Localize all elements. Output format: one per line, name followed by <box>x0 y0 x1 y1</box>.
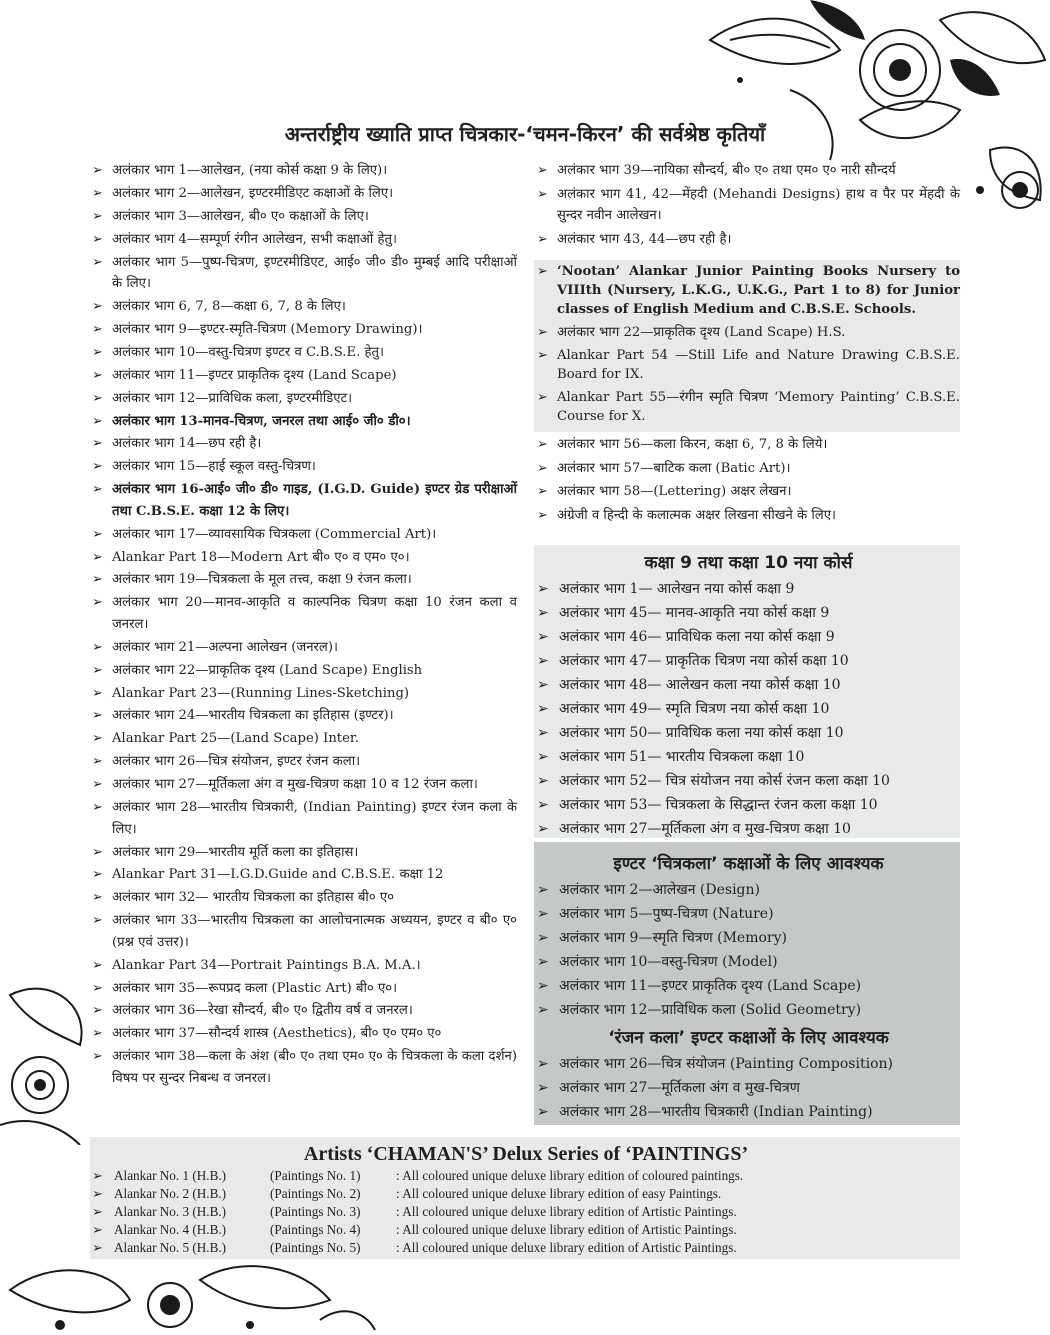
arrow-bullet-icon: ➢ <box>537 390 548 405</box>
list-item-text: अलंकार भाग 1—आलेखन, (नया कोर्स कक्षा 9 के लिए)। <box>112 163 388 178</box>
arrow-bullet-icon: ➢ <box>92 459 103 475</box>
list-item-text: अलंकार भाग 27—मूर्तिकला अंग व मुख-चित्रण कक्षा 10 व 12 रंजन कला। <box>112 777 478 793</box>
arrow-bullet-icon: ➢ <box>92 482 103 498</box>
arrow-bullet-icon: ➢ <box>537 605 549 621</box>
arrow-bullet-icon: ➢ <box>92 1222 104 1237</box>
list-item-text: अलंकार भाग 56—कला किरन, कक्षा 6, 7, 8 के लिये। <box>557 437 828 452</box>
arrow-bullet-icon: ➢ <box>537 629 549 645</box>
list-item-text: अलंकार भाग 22—प्राकृतिक दृश्य (Land Scape) H.S. <box>557 325 846 340</box>
deluxe-desc: : All coloured unique deluxe library edition of Artistic Paintings. <box>396 1240 737 1255</box>
list-item <box>537 817 960 841</box>
list-item-text: अलंकार भाग 29—भारतीय मूर्ति कला का इतिहास। <box>112 844 359 860</box>
arrow-bullet-icon: ➢ <box>537 653 549 669</box>
floral-ornament-bottom-left-icon <box>0 975 100 1145</box>
arrow-bullet-icon: ➢ <box>537 882 549 898</box>
arrow-bullet-icon: ➢ <box>92 1186 104 1201</box>
arrow-bullet-icon: ➢ <box>92 662 103 678</box>
deluxe-row <box>92 1221 960 1239</box>
list-item <box>92 705 517 727</box>
deluxe-paint: (Paintings No. 2) <box>270 1186 361 1201</box>
arrow-bullet-icon: ➢ <box>92 299 103 315</box>
arrow-bullet-icon: ➢ <box>537 954 549 970</box>
arrow-bullet-icon: ➢ <box>537 264 548 279</box>
list-item-text: अलंकार भाग 39—नायिका सौन्दर्य, बी० ए० तथा एम० ए० नारी सौन्दर्य <box>557 163 896 178</box>
arrow-bullet-icon: ➢ <box>92 708 103 724</box>
list-item <box>537 1052 960 1076</box>
list-item-text: अलंकार भाग 10—वस्तु-चित्रण (Model) <box>559 954 778 970</box>
list-item <box>92 456 517 478</box>
list-item <box>92 592 517 635</box>
list-item <box>537 793 960 817</box>
list-item <box>92 479 517 522</box>
left-book-list <box>92 160 517 1091</box>
arrow-bullet-icon: ➢ <box>92 731 103 747</box>
list-item-text: अलंकार भाग 28—भारतीय चित्रकारी, (Indian Painting) इण्टर रंजन कला के लिए। <box>112 800 517 837</box>
class-9-10-heading: कक्षा 9 तथा कक्षा 10 नया कोर्स <box>644 553 853 573</box>
arrow-bullet-icon: ➢ <box>92 572 103 588</box>
list-item-text: अलंकार भाग 5—पुष्प-चित्रण (Nature) <box>559 906 774 922</box>
arrow-bullet-icon: ➢ <box>92 344 103 360</box>
list-item-text: अलंकार भाग 4—सम्पूर्ण रंगीन आलेखन, सभी कक्षाओं हेतु। <box>112 231 397 247</box>
list-item <box>92 569 517 591</box>
list-item <box>92 1000 517 1022</box>
arrow-bullet-icon: ➢ <box>537 797 549 813</box>
list-item <box>537 229 960 251</box>
arrow-bullet-icon: ➢ <box>92 185 103 201</box>
list-item <box>537 1076 960 1100</box>
list-item <box>537 262 960 319</box>
list-item <box>537 926 960 950</box>
list-item-text: अलंकार भाग 52— चित्र संयोजन नया कोर्स रंजन कला कक्षा 10 <box>559 773 890 789</box>
list-item <box>537 481 960 503</box>
deluxe-row <box>92 1167 960 1185</box>
deluxe-heading: Artists ‘CHAMAN'S’ Delux Series of ‘PAINTINGS’ <box>303 1143 749 1165</box>
list-item <box>92 365 517 387</box>
list-item <box>537 458 960 480</box>
list-item-text: अलंकार भाग 53— चित्रकला के सिद्धान्त रंजन कला कक्षा 10 <box>559 797 878 813</box>
arrow-bullet-icon: ➢ <box>537 930 549 946</box>
list-item-text: ‘Nootan’ Alankar Junior Painting Books Nursery to VIIIth (Nursery, L.K.G., U.K.G., Part 1 to 8) for Junior classes of English Medium and C.B.S.E. Schools. <box>557 264 960 317</box>
list-item-text: Alankar Part 18—Modern Art बी० ए० व एम० ए०। <box>112 549 410 565</box>
arrow-bullet-icon: ➢ <box>92 800 103 816</box>
list-item <box>92 910 517 953</box>
list-item <box>537 974 960 998</box>
page-title: अन्तर्राष्ट्रीय ख्याति प्राप्त चित्रकार-‘चमन-किरन’ की सर्वश्रेष्ठ कृतियाँ <box>284 122 766 146</box>
list-item <box>537 434 960 456</box>
list-item <box>537 160 960 182</box>
arrow-bullet-icon: ➢ <box>92 1003 103 1019</box>
list-item <box>537 184 960 227</box>
list-item-text: अलंकार भाग 32— भारतीय चित्रकला का इतिहास बी० ए० <box>112 890 395 906</box>
list-item <box>537 649 960 673</box>
list-item-text: अलंकार भाग 35—रूपप्रद कला (Plastic Art) बी० ए०। <box>112 980 398 996</box>
list-item <box>537 950 960 974</box>
deluxe-paint: (Paintings No. 1) <box>270 1168 361 1183</box>
arrow-bullet-icon: ➢ <box>92 1204 104 1219</box>
arrow-bullet-icon: ➢ <box>537 773 549 789</box>
list-item <box>92 683 517 705</box>
list-item <box>537 1100 960 1124</box>
list-item <box>92 887 517 909</box>
list-item <box>92 411 517 433</box>
arrow-bullet-icon: ➢ <box>92 595 103 611</box>
deluxe-desc: : All coloured unique deluxe library edition of coloured paintings. <box>396 1168 744 1183</box>
list-item <box>537 601 960 625</box>
list-item-text: अलंकार भाग 5—पुष्प-चित्रण, इण्टरमीडिएट, आई० जी० डी० मुम्बई आदि परीक्षाओं के लिए। <box>112 254 517 292</box>
list-item-text: अलंकार भाग 50— प्राविधिक कला नया कोर्स कक्षा 10 <box>559 725 844 741</box>
arrow-bullet-icon: ➢ <box>537 231 548 247</box>
arrow-bullet-icon: ➢ <box>92 390 103 406</box>
arrow-bullet-icon: ➢ <box>537 701 549 717</box>
deluxe-name: Alankar No. 3 (H.B.) <box>114 1204 227 1219</box>
list-item-text: अलंकार भाग 19—चित्रकला के मूल तत्त्व, कक्षा 9 रंजन कला। <box>112 572 412 588</box>
arrow-bullet-icon: ➢ <box>92 777 103 793</box>
list-item-text: अलंकार भाग 9—स्मृति चित्रण (Memory) <box>559 930 787 946</box>
list-item-text: अलंकार भाग 12—प्राविधिक कला (Solid Geometry) <box>559 1002 862 1018</box>
arrow-bullet-icon: ➢ <box>92 1026 103 1042</box>
list-item <box>537 902 960 926</box>
list-item <box>92 524 517 546</box>
list-item-text: अलंकार भाग 58—(Lettering) अक्षर लेखन। <box>557 484 792 500</box>
deluxe-paint: (Paintings No. 5) <box>270 1240 361 1255</box>
arrow-bullet-icon: ➢ <box>537 725 549 741</box>
arrow-bullet-icon: ➢ <box>92 844 103 860</box>
list-item-text: Alankar Part 31—I.G.D.Guide and C.B.S.E. कक्षा 12 <box>112 867 444 883</box>
class-9-10-section <box>534 545 960 838</box>
arrow-bullet-icon: ➢ <box>92 890 103 906</box>
arrow-bullet-icon: ➢ <box>537 1104 549 1120</box>
list-item <box>537 878 960 902</box>
ranjan-kala-heading: ‘रंजन कला’ इण्टर कक्षाओं के लिए आवश्यक <box>608 1028 889 1048</box>
arrow-bullet-icon: ➢ <box>92 913 103 929</box>
list-item-text: अलंकार भाग 27—मूर्तिकला अंग व मुख-चित्रण <box>559 1080 800 1096</box>
list-item-text: अलंकार भाग 45— मानव-आकृति नया कोर्स कक्षा 9 <box>559 605 830 621</box>
list-item-text: अलंकार भाग 26—चित्र संयोजन, इण्टर रंजन कला। <box>112 754 361 770</box>
list-item-text: अलंकार भाग 11—इण्टर प्राकृतिक दृश्य (Land Scape) <box>112 367 397 383</box>
deluxe-row <box>92 1185 960 1203</box>
list-item <box>92 797 517 840</box>
floral-ornament-bottom-icon <box>0 1250 380 1335</box>
arrow-bullet-icon: ➢ <box>92 754 103 770</box>
list-item <box>537 388 960 426</box>
arrow-bullet-icon: ➢ <box>92 867 103 883</box>
arrow-bullet-icon: ➢ <box>92 1049 103 1065</box>
list-item <box>92 229 517 251</box>
list-item <box>92 433 517 455</box>
list-item <box>537 323 960 342</box>
arrow-bullet-icon: ➢ <box>537 1080 549 1096</box>
arrow-bullet-icon: ➢ <box>92 639 103 655</box>
arrow-bullet-icon: ➢ <box>537 507 548 523</box>
list-item <box>537 697 960 721</box>
list-item-text: अलंकार भाग 43, 44—छप रही है। <box>557 231 732 247</box>
arrow-bullet-icon: ➢ <box>92 413 103 429</box>
list-item <box>537 577 960 601</box>
arrow-bullet-icon: ➢ <box>537 186 548 202</box>
deluxe-paint: (Paintings No. 3) <box>270 1204 361 1219</box>
list-item <box>92 955 517 977</box>
list-item-text: अलंकार भाग 27—मूर्तिकला अंग व मुख-चित्रण कक्षा 10 <box>559 821 851 837</box>
list-item <box>92 728 517 750</box>
inter-section <box>534 842 960 1125</box>
list-item-text: अलंकार भाग 16-आई० जी० डी० गाइड, (I.G.D. Guide) इण्टर ग्रेड परीक्षाओं तथा C.B.S.E. कक्षा 12 के लिए। <box>112 482 517 519</box>
arrow-bullet-icon: ➢ <box>537 484 548 500</box>
list-item <box>537 625 960 649</box>
deluxe-row <box>92 1239 960 1257</box>
list-item <box>92 842 517 864</box>
list-item <box>537 673 960 697</box>
list-item-text: अलंकार भाग 47— प्राकृतिक चित्रण नया कोर्स कक्षा 10 <box>559 653 849 669</box>
deluxe-row <box>92 1203 960 1221</box>
list-item-text: अलंकार भाग 2—आलेखन, इण्टरमीडिएट कक्षाओं के लिए। <box>112 185 394 201</box>
arrow-bullet-icon: ➢ <box>537 460 548 476</box>
list-item-text: अंग्रेजी व हिन्दी के कलात्मक अक्षर लिखना सीखने के लिए। <box>557 507 837 523</box>
list-item-text: अलंकार भाग 11—इण्टर प्राकृतिक दृश्य (Land Scape) <box>559 978 862 994</box>
list-item-text: अलंकार भाग 14—छप रही है। <box>112 436 262 452</box>
arrow-bullet-icon: ➢ <box>537 163 548 178</box>
list-item <box>92 183 517 205</box>
list-item-text: अलंकार भाग 37—सौन्दर्य शास्त्र (Aesthetics), बी० ए० एम० ए० <box>112 1026 442 1042</box>
arrow-bullet-icon: ➢ <box>92 526 103 542</box>
list-item <box>537 346 960 384</box>
deluxe-paint: (Paintings No. 4) <box>270 1222 361 1237</box>
list-item-text: अलंकार भाग 48— आलेखन कला नया कोर्स कक्षा 10 <box>559 677 841 693</box>
list-item-text: अलंकार भाग 1— आलेखन नया कोर्स कक्षा 9 <box>559 581 795 597</box>
list-item <box>92 252 517 295</box>
arrow-bullet-icon: ➢ <box>92 321 103 337</box>
arrow-bullet-icon: ➢ <box>537 677 549 693</box>
arrow-bullet-icon: ➢ <box>92 367 103 383</box>
right-mid-book-list <box>537 434 960 528</box>
list-item-text: अलंकार भाग 10—वस्तु-चित्रण इण्टर व C.B.S.E. हेतु। <box>112 344 384 360</box>
deluxe-name: Alankar No. 1 (H.B.) <box>114 1168 227 1183</box>
arrow-bullet-icon: ➢ <box>537 978 549 994</box>
arrow-bullet-icon: ➢ <box>537 821 549 837</box>
list-item <box>92 342 517 364</box>
list-item <box>92 774 517 796</box>
arrow-bullet-icon: ➢ <box>92 685 103 701</box>
arrow-bullet-icon: ➢ <box>92 980 103 996</box>
list-item <box>92 1023 517 1045</box>
arrow-bullet-icon: ➢ <box>537 348 548 363</box>
list-item-text: अलंकार भाग 51— भारतीय चित्रकला कक्षा 10 <box>559 749 805 765</box>
list-item-text: Alankar Part 23—(Running Lines-Sketching) <box>112 685 410 701</box>
list-item <box>92 319 517 341</box>
arrow-bullet-icon: ➢ <box>537 325 548 340</box>
arrow-bullet-icon: ➢ <box>92 254 103 270</box>
arrow-bullet-icon: ➢ <box>92 231 103 247</box>
list-item-text: Alankar Part 25—(Land Scape) Inter. <box>112 731 359 747</box>
list-item-text: अलंकार भाग 26—चित्र संयोजन (Painting Composition) <box>559 1056 893 1072</box>
arrow-bullet-icon: ➢ <box>537 749 549 765</box>
list-item-text: अलंकार भाग 38—कला के अंश (बी० ए० तथा एम० ए० के चित्रकला के कला दर्शन) विषय पर सुन्दर निबन्ध व जनरल। <box>112 1049 517 1086</box>
list-item-text: Alankar Part 55—रंगीन स्मृति चित्रण ‘Memory Painting’ C.B.S.E. Course for X. <box>557 390 960 424</box>
inter-chitrakala-heading: इण्टर ‘चित्रकला’ कक्षाओं के लिए आवश्यक <box>613 854 884 874</box>
list-item <box>537 769 960 793</box>
list-item-text: अलंकार भाग 9—इण्टर-स्मृति-चित्रण (Memory Drawing)। <box>112 321 423 337</box>
list-item-text: अलंकार भाग 22—प्राकृतिक दृश्य (Land Scape) English <box>112 662 423 678</box>
list-item-text: अलंकार भाग 33—भारतीय चित्रकला का आलोचनात्मक अध्ययन, इण्टर व बी० ए० (प्रश्न एवं उत्तर)। <box>112 913 517 950</box>
arrow-bullet-icon: ➢ <box>537 437 548 452</box>
list-item-text: अलंकार भाग 46— प्राविधिक कला नया कोर्स कक्षा 9 <box>559 629 835 645</box>
deluxe-name: Alankar No. 2 (H.B.) <box>114 1186 227 1201</box>
list-item-text: अलंकार भाग 6, 7, 8—कक्षा 6, 7, 8 के लिए। <box>112 299 346 315</box>
list-item-text: अलंकार भाग 36—रेखा सौन्दर्य, बी० ए० द्वितीय वर्ष व जनरल। <box>112 1003 413 1019</box>
list-item <box>537 745 960 769</box>
list-item-text: अलंकार भाग 24—भारतीय चित्रकला का इतिहास (इण्टर)। <box>112 708 394 724</box>
list-item <box>92 637 517 659</box>
list-item <box>92 160 517 182</box>
nootan-section <box>534 260 960 432</box>
list-item-text: अलंकार भाग 15—हाई स्कूल वस्तु-चित्रण। <box>112 459 316 475</box>
list-item <box>92 1046 517 1089</box>
deluxe-desc: : All coloured unique deluxe library edition of Artistic Paintings. <box>396 1222 737 1237</box>
list-item-text: अलंकार भाग 20—मानव-आकृति व काल्पनिक चित्रण कक्षा 10 रंजन कला व जनरल। <box>112 595 517 632</box>
list-item <box>92 388 517 410</box>
arrow-bullet-icon: ➢ <box>92 208 103 224</box>
list-item <box>92 206 517 228</box>
deluxe-desc: : All coloured unique deluxe library edition of Artistic Paintings. <box>396 1204 737 1219</box>
deluxe-series-section <box>90 1137 960 1259</box>
list-item-text: अलंकार भाग 3—आलेखन, बी० ए० कक्षाओं के लिए। <box>112 208 369 224</box>
list-item-text: Alankar Part 54 —Still Life and Nature Drawing C.B.S.E. Board for IX. <box>557 348 960 382</box>
arrow-bullet-icon: ➢ <box>537 1056 549 1072</box>
arrow-bullet-icon: ➢ <box>92 1240 104 1255</box>
arrow-bullet-icon: ➢ <box>92 549 103 565</box>
list-item <box>537 998 960 1022</box>
list-item <box>92 296 517 318</box>
arrow-bullet-icon: ➢ <box>92 1168 104 1183</box>
list-item <box>92 547 517 569</box>
deluxe-name: Alankar No. 5 (H.B.) <box>114 1240 227 1255</box>
list-item-text: अलंकार भाग 28—भारतीय चित्रकारी (Indian Painting) <box>559 1104 873 1120</box>
deluxe-desc: : All coloured unique deluxe library edition of easy Paintings. <box>396 1186 722 1201</box>
list-item-text: अलंकार भाग 21—अल्पना आलेखन (जनरल)। <box>112 639 339 655</box>
list-item-text: अलंकार भाग 13-मानव-चित्रण, जनरल तथा आई० जी० डी०। <box>112 413 411 429</box>
arrow-bullet-icon: ➢ <box>92 957 103 973</box>
list-item-text: अलंकार भाग 41, 42—मेंहदी (Mehandi Designs) हाथ व पैर पर मेंहदी के सुन्दर नवीन आलेखन। <box>557 186 960 224</box>
list-item-text: अलंकार भाग 12—प्राविधिक कला, इण्टरमीडिएट। <box>112 390 353 406</box>
list-item <box>537 721 960 745</box>
arrow-bullet-icon: ➢ <box>92 436 103 452</box>
list-item <box>537 505 960 527</box>
arrow-bullet-icon: ➢ <box>537 581 549 597</box>
arrow-bullet-icon: ➢ <box>537 1002 549 1018</box>
list-item <box>92 660 517 682</box>
list-item <box>92 864 517 886</box>
list-item-text: अलंकार भाग 2—आलेखन (Design) <box>559 882 760 898</box>
list-item <box>92 751 517 773</box>
deluxe-name: Alankar No. 4 (H.B.) <box>114 1222 227 1237</box>
list-item <box>92 978 517 1000</box>
arrow-bullet-icon: ➢ <box>537 906 549 922</box>
right-top-book-list <box>537 160 960 252</box>
list-item-text: Alankar Part 34—Portrait Paintings B.A. M.A.। <box>112 957 421 973</box>
list-item-text: अलंकार भाग 17—व्यावसायिक चित्रकला (Commercial Art)। <box>112 526 437 542</box>
list-item-text: अलंकार भाग 57—बाटिक कला (Batic Art)। <box>557 460 791 476</box>
arrow-bullet-icon: ➢ <box>92 163 103 178</box>
list-item-text: अलंकार भाग 49— स्मृति चित्रण नया कोर्स कक्षा 10 <box>559 701 830 717</box>
